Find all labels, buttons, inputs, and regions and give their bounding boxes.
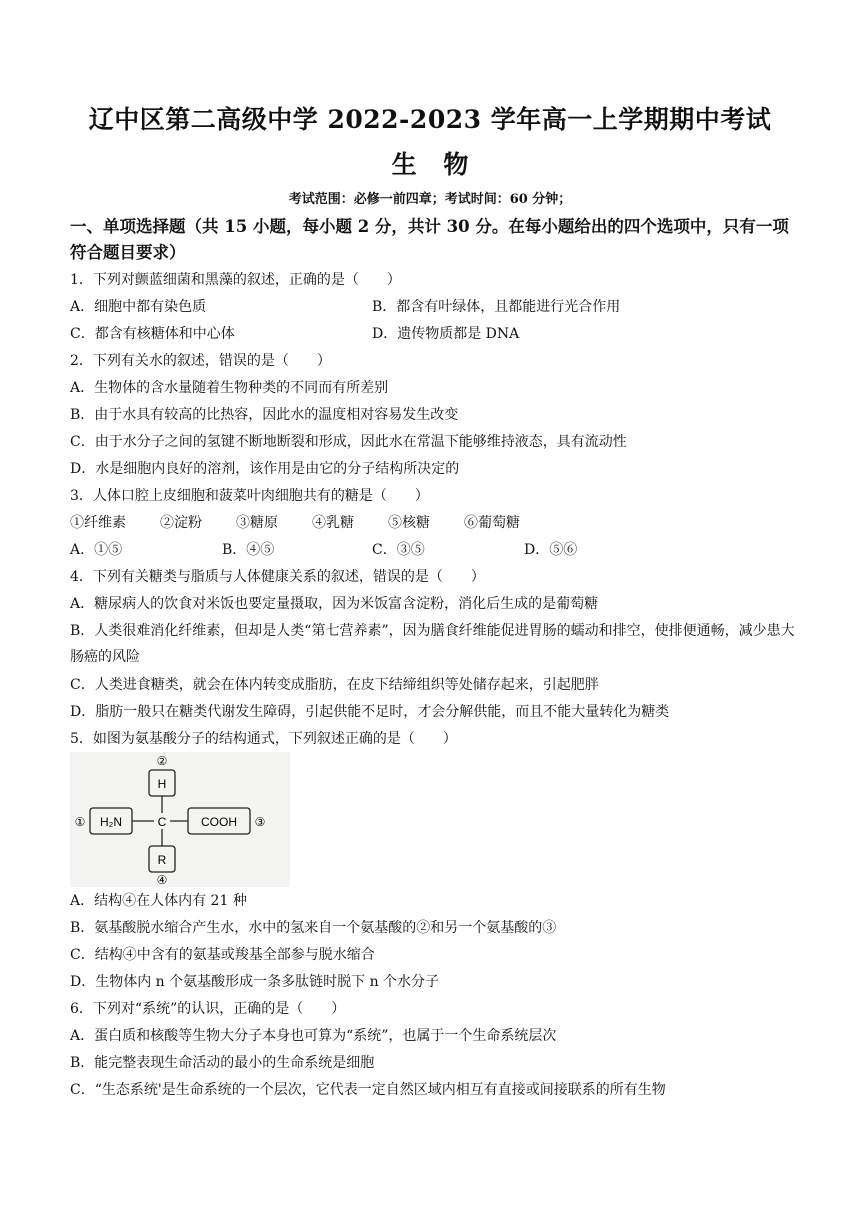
q6-option-c: C．“生态系统'是生命系统的一个层次，它代表一定自然区域内相互有直接或间接联系的所有生物 xyxy=(70,1082,666,1098)
exam-scope: 考试范围：必修一前四章；考试时间：60 分钟； xyxy=(288,192,572,207)
q5-option-b: B．氨基酸脱水缩合产生水，水中的氢来自一个氨基酸的②和另一个氨基酸的③ xyxy=(70,920,557,936)
q1-stem: 1．下列对颤蓝细菌和黑藻的叙述，正确的是（ ） xyxy=(70,272,401,288)
q2-option-b: B．由于水具有较高的比热容，因此水的温度相对容易发生改变 xyxy=(70,407,459,423)
r-label: R xyxy=(157,853,167,867)
h-label: H xyxy=(157,777,167,791)
q3-item: ②淀粉 xyxy=(160,515,202,531)
c-label: C xyxy=(157,815,167,829)
q3-option-a: A．①⑤ xyxy=(70,542,123,558)
q3-item: ⑤核糖 xyxy=(388,515,430,531)
q5-stem: 5．如图为氨基酸分子的结构通式，下列叙述正确的是（ ） xyxy=(70,731,457,747)
q4-option-a: A．糖尿病人的饮食对米饭也要定量摄取，因为米饭富含淀粉，消化后生成的是葡萄糖 xyxy=(70,596,599,612)
marker-3: ③ xyxy=(254,815,266,829)
amino-acid-structure-diagram xyxy=(70,752,290,887)
q2-option-d: D．水是细胞内良好的溶剂，该作用是由它的分子结构所决定的 xyxy=(70,461,460,477)
marker-2: ② xyxy=(156,754,168,768)
q6-option-a: A．蛋白质和核酸等生物大分子本身也可算为“系统”，也属于一个生命系统层次 xyxy=(70,1028,557,1044)
q4-option-b: B．人类很难消化纤维素，但却是人类“第七营养素”，因为膳食纤维能促进胃肠的蠕动和排空，使排便通畅，减少患大肠癌的风险 xyxy=(70,623,795,665)
q1-option-c: C．都含有核糖体和中心体 xyxy=(70,326,235,342)
q3-stem: 3．人体口腔上皮细胞和菠菜叶肉细胞共有的糖是（ ） xyxy=(70,488,429,504)
q4-option-c: C．人类进食糖类，就会在体内转变成脂肪，在皮下结缔组织等处储存起来，引起肥胖 xyxy=(70,677,599,693)
marker-4: ④ xyxy=(156,873,168,887)
q4-stem: 4．下列有关糖类与脂质与人体健康关系的叙述，错误的是（ ） xyxy=(70,569,485,585)
exam-title: 辽中区第二高级中学 2022-2023 学年高一上学期期中考试 xyxy=(88,105,772,134)
q1-option-b: B．都含有叶绿体，且都能进行光合作用 xyxy=(372,299,621,315)
q5-option-d: D．生物体内 n 个氨基酸形成一条多肽链时脱下 n 个水分子 xyxy=(70,974,440,990)
q3-item: ⑥葡萄糖 xyxy=(464,515,520,531)
q5-option-c: C．结构④中含有的氨基或羧基全部参与脱水缩合 xyxy=(70,947,375,963)
q3-option-b: B．④⑤ xyxy=(222,542,275,558)
marker-1: ① xyxy=(74,815,86,829)
q2-option-a: A．生物体的含水量随着生物种类的不同而有所差别 xyxy=(70,380,389,396)
q6-stem: 6．下列对“系统”的认识，正确的是（ ） xyxy=(70,1001,346,1017)
q2-option-c: C．由于水分子之间的氢键不断地断裂和形成，因此水在常温下能够维持液态，具有流动性 xyxy=(70,434,627,450)
q3-item: ④乳糖 xyxy=(312,515,354,531)
q3-option-d: D．⑤⑥ xyxy=(524,542,578,558)
subject-title: 生 物 xyxy=(391,150,469,179)
q2-stem: 2．下列有关水的叙述，错误的是（ ） xyxy=(70,353,331,369)
q3-item: ③糖原 xyxy=(236,515,278,531)
q4-option-d: D．脂肪一般只在糖类代谢发生障碍，引起供能不足时，才会分解供能，而且不能大量转化为糖类 xyxy=(70,704,670,720)
q1-option-a: A．细胞中都有染色质 xyxy=(70,299,207,315)
q3-item: ①纤维素 xyxy=(70,515,126,531)
amino-label: H₂N xyxy=(100,815,122,829)
q1-option-d: D．遗传物质都是 DNA xyxy=(372,326,520,342)
q3-option-c: C．③⑤ xyxy=(372,542,425,558)
q5-option-a: A．结构④在人体内有 21 种 xyxy=(70,893,247,909)
section-heading: 一、单项选择题（共 15 小题，每小题 2 分，共计 30 分。在每小题给出的四个选项中，只有一项符合题目要求） xyxy=(70,217,789,262)
q6-option-b: B．能完整表现生命活动的最小的生命系统是细胞 xyxy=(70,1055,375,1071)
carboxyl-label: COOH xyxy=(201,815,237,829)
